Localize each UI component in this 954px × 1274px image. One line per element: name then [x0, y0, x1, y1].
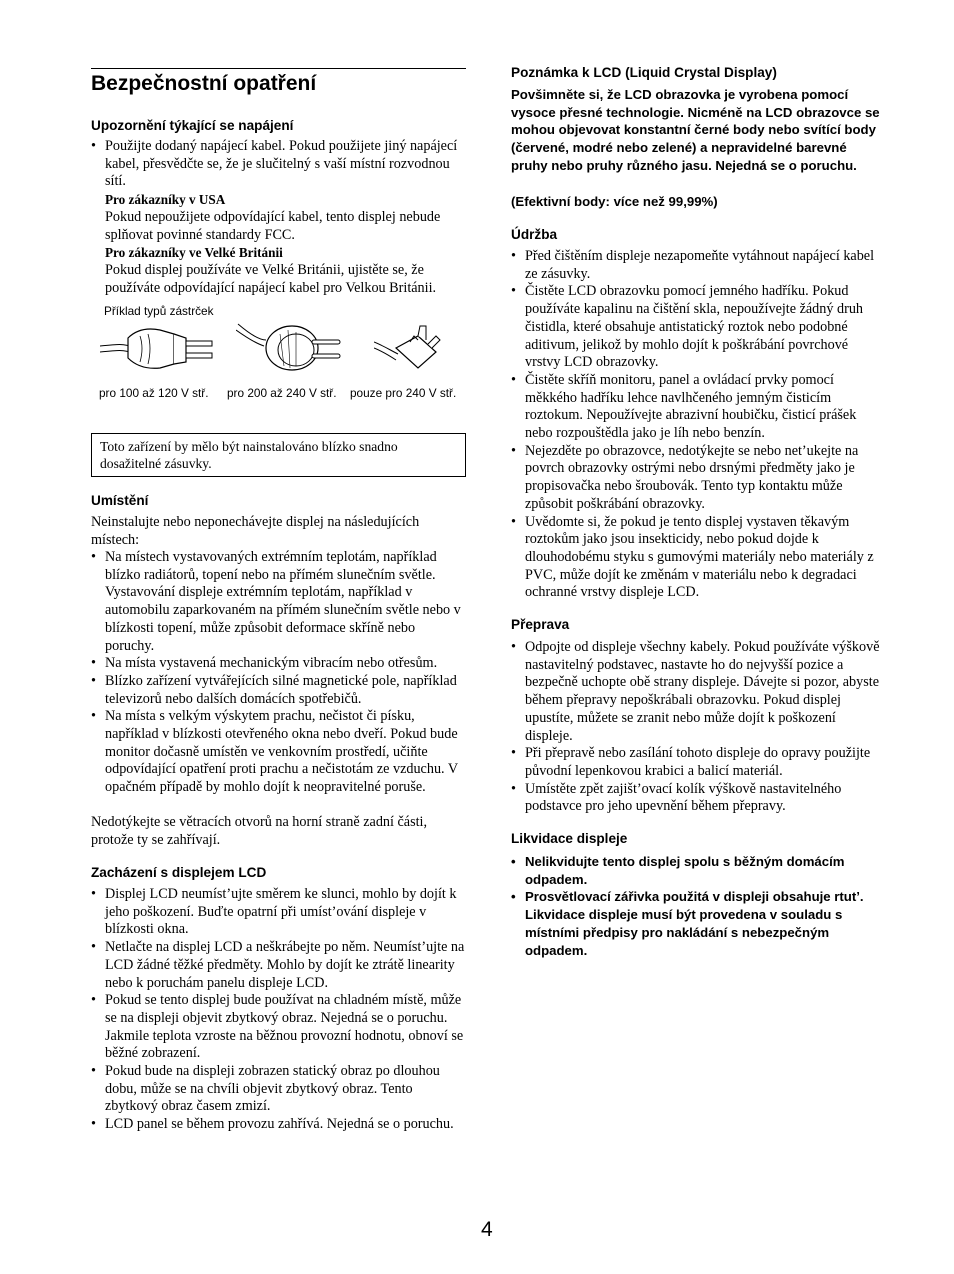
plug-example-label: Příklad typů zástrček	[104, 304, 214, 318]
placement-intro: Neinstalujte nebo neponechávejte displej na následujících místech:	[91, 514, 420, 548]
list-item: • Umístěte zpět zajišt’ovací kolík výškově nastavitelného podstavce pro jeho upevnění během přepravy.	[511, 781, 886, 816]
transport-list	[511, 639, 886, 816]
placement-outro: Nedotýkejte se větracích otvorů na horní straně zadní části, protože ty se zahřívají.	[91, 814, 428, 848]
maintenance-list	[511, 248, 886, 602]
list-item: • Před čištěním displeje nezapomeňte vytáhnout napájecí kabel ze zásuvky.	[511, 248, 886, 283]
list-item: • Uvědomte si, že pokud je tento displej vystaven těkavým roztokům jako jsou insekticidy, nebo pokud dojde k dlouhodobému styku s gumovými materiály nebo materiály z PVC, může dojít ke změnám v materiálu nebo k degradaci ochranné vrstvy displeje LCD.	[511, 514, 886, 603]
eu-plug-illustration	[236, 322, 346, 372]
us-plug-illustration	[100, 322, 220, 372]
list-item: • Nejezděte po obrazovce, nedotýkejte se nebo net’ukejte na povrch obrazovky ostrými nebo drsnými předměty jako je propisovačka nebo šroubovák. Tento typ kontaktu může způsobit poškrábání obrazovky.	[511, 443, 886, 514]
installation-notice: Toto zařízení by mělo být nainstalováno blízko snadno dosažitelné zásuvky.	[91, 433, 466, 477]
lcd-note-effective: (Efektivní body: více než 99,99%)	[511, 194, 718, 209]
handling-list	[91, 886, 466, 1134]
plug-caption-us: pro 100 až 120 V stř.	[99, 386, 209, 400]
placement-list	[91, 549, 466, 797]
plug-caption-uk: pouze pro 240 V stř.	[350, 386, 457, 400]
list-item: • Nelikvidujte tento displej spolu s běžným domácím odpadem.	[511, 853, 886, 888]
disposal-list	[511, 853, 886, 959]
page-number: 4	[481, 1218, 493, 1241]
list-item: • Čistěte LCD obrazovku pomocí jemného hadříku. Pokud používáte kapalinu na čištění skla, nepoužívejte žádný druh čistidla, které obsahuje antistatický roztok nebo podobné aditivum, jelikož by mohlo dojít k poškrábání povrchové vrstvy LCD obrazovky.	[511, 283, 886, 372]
uk-text: Pokud displej používáte ve Velké Británii, ujistěte se, že používáte odpovídající napájecí kabel pro Velkou Británii.	[105, 261, 437, 296]
list-item: • Na místa vystavená mechanickým vibracím nebo otřesům.	[91, 655, 466, 673]
maintenance-heading: Údržba	[511, 227, 558, 242]
list-item: • Pokud bude na displeji zobrazen statický obraz po dlouhou dobu, může se na chvíli objevit zbytkový obraz. Tento zbytkový obraz časem zmizí.	[91, 1063, 466, 1116]
list-item: • Odpojte od displeje všechny kabely. Pokud používáte výškově nastavitelný podstavec, nastavte ho do nejvyšší pozice a bezpečně uchopte obě strany displeje. Dávejte si pozor, abyste během přepravy nepoškrábali obrazovku. Pokud displej upustíte, můžete se zranit nebo může dojít k poškození displeje.	[511, 639, 886, 745]
lcd-note-heading: Poznámka k LCD (Liquid Crystal Display)	[511, 65, 777, 80]
list-item: • Čistěte skříň monitoru, panel a ovládací prvky pomocí měkkého hadříku lehce navlhčeného jemným čisticím roztokum. Nepoužívejte abrazivní houbičku, čisticí prášek nebo rozpouštědla jako je líh nebo benzín.	[511, 372, 886, 443]
uk-heading: Pro zákazníky ve Velké Británii	[105, 245, 283, 261]
handling-heading: Zacházení s displejem LCD	[91, 865, 267, 880]
title-rule	[91, 68, 466, 69]
list-item: • Blízko zařízení vytvářejících silné magnetické pole, například televizorů nebo dalších domácích spotřebičů.	[91, 673, 466, 708]
placement-heading: Umístění	[91, 493, 149, 508]
power-heading: Upozornění týkající se napájení	[91, 118, 294, 133]
page-title: Bezpečnostní opatření	[91, 72, 317, 95]
uk-plug-illustration	[374, 322, 444, 372]
usa-heading: Pro zákazníky v USA	[105, 192, 226, 208]
lcd-note-text: Povšimněte si, že LCD obrazovka je vyrobena pomocí vysoce přesné technologie. Nicméně na LCD obrazovce se mohou objevovat konstantní černé body nebo svítící body (červené, modré nebo zelené) a nepravidelné barevné pruhy nebo pruhy různého jasu. Nejedná se o poruchu.	[511, 87, 880, 173]
list-item: • Displej LCD neumíst’ujte směrem ke slunci, mohlo by dojít k jeho poškození. Buďte opatrní při umíst’ování displeje v blízkosti okna.	[91, 886, 466, 939]
list-item: • Při přepravě nebo zasílání tohoto displeje do opravy použijte původní lepenkovou krabici a balicí materiál.	[511, 745, 886, 780]
plug-caption-eu: pro 200 až 240 V stř.	[227, 386, 337, 400]
list-item: • Na místech vystavovaných extrémním teplotám, například blízko radiátorů, topení nebo na přímém slunečním světle. Vystavování displeje extrémním teplotám, například v automobilu zaparkovaném na přímém slunečním světle nebo v blízkosti topení, může způsobit deformace skříně nebo poruchy.	[91, 549, 466, 655]
list-item: • Prosvětlovací zářivka použitá v displeji obsahuje rtut’. Likvidace displeje musí být provedena v souladu s místními předpisy pro nakládání s nebezpečným odpadem.	[511, 888, 886, 959]
power-list	[91, 138, 466, 297]
list-item	[91, 138, 466, 297]
list-item: • Pokud se tento displej bude používat na chladném místě, může se na displeji objevit zbytkový obraz. Nejedná se o poruchu. Jakmile teplota vzroste na běžnou provozní hodnotu, obnoví se běžné zobrazení.	[91, 992, 466, 1063]
list-item: • Netlačte na displej LCD a neškrábejte po něm. Neumíst’ujte na LCD žádné těžké předměty. Mohlo by dojít ke ztrátě linearity nebo k poruchám panelu displeje LCD.	[91, 939, 466, 992]
list-item: • Na místa s velkým výskytem prachu, nečistot či písku, například v blízkosti otevřeného okna nebo dveří. Pokud bude monitor dočasně umístěn ve venkovním prostředí, učiňte odpovídající opatření proti prachu a nečistotám ze vzduchu. V opačném případě by mohlo dojít k neopravitelné poruše.	[91, 708, 466, 797]
usa-text: Pokud nepoužijete odpovídající kabel, tento displej nebude splňovat povinné standardy FCC.	[105, 208, 441, 243]
power-bullet-text: • Použijte dodaný napájecí kabel. Pokud použijete jiný napájecí kabel, přesvědčte se, že je slučitelný s vaší místní rozvodnou sítí.	[105, 138, 458, 190]
disposal-heading: Likvidace displeje	[511, 831, 628, 846]
list-item: • LCD panel se během provozu zahřívá. Nejedná se o poruchu.	[91, 1116, 466, 1134]
transport-heading: Přeprava	[511, 617, 570, 632]
